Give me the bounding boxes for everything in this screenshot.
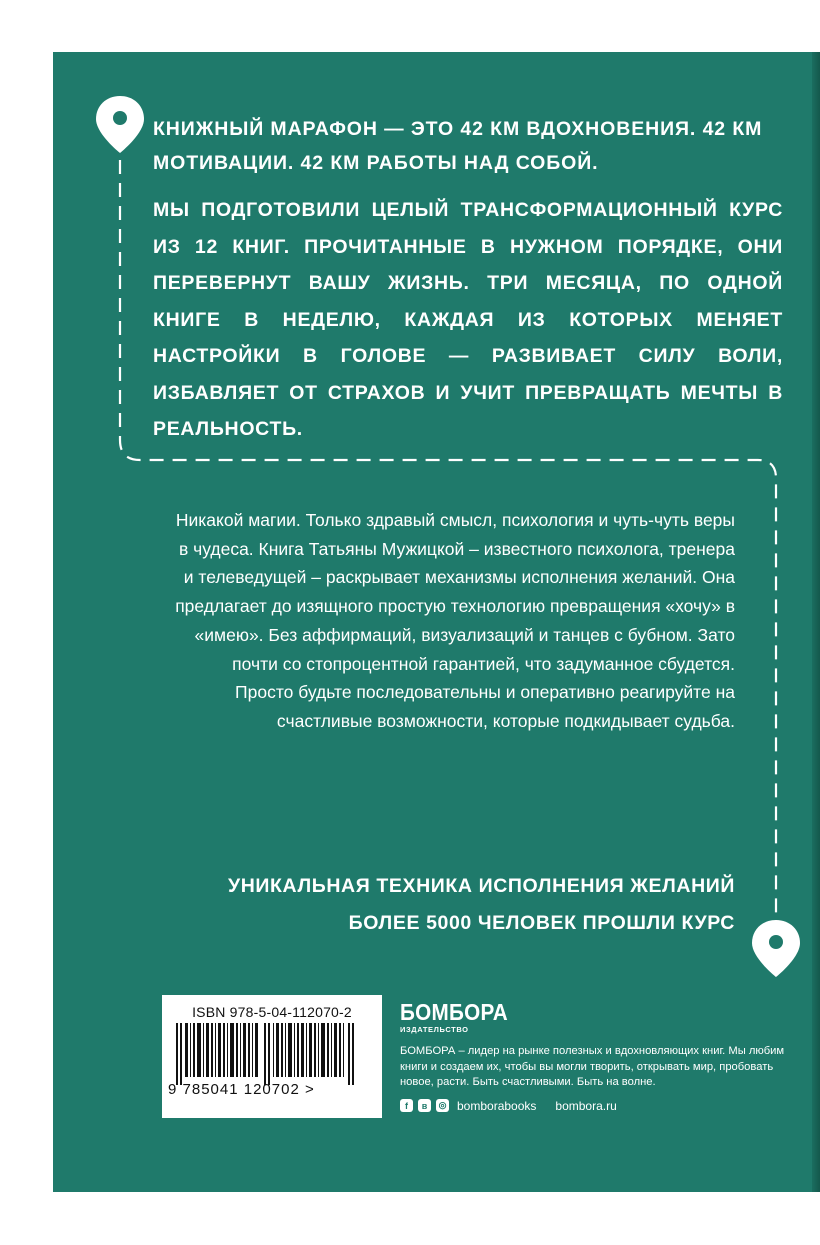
instagram-icon[interactable]: ◎	[436, 1099, 449, 1112]
barcode-icon	[176, 1023, 368, 1085]
location-pin-icon	[752, 920, 800, 977]
publisher-subtitle: ИЗДАТЕЛЬСТВО	[400, 1025, 469, 1034]
publisher-description: БОМБОРА – лидер на рынке полезных и вдохновляющих книг. Мы любим книги и создаем их, чтобы вы могли творить, открывать мир, пробовать новое, расти. Быть счастливыми. Быть на волне.	[400, 1045, 785, 1088]
slogans	[150, 868, 735, 942]
vk-icon[interactable]: в	[418, 1099, 431, 1112]
publisher-logo: БОМБОРА	[400, 999, 509, 1025]
facebook-icon[interactable]: f	[400, 1099, 413, 1112]
publisher-links	[400, 1099, 800, 1113]
social-handle-link[interactable]: bomborabooks	[457, 1098, 537, 1113]
isbn-text: ISBN 978-5-04-112070-2	[192, 1004, 352, 1020]
intro-block	[153, 112, 783, 448]
slogan-line: БОЛЕЕ 5000 ЧЕЛОВЕК ПРОШЛИ КУРС	[348, 912, 735, 934]
intro-lead: КНИЖНЫЙ МАРАФОН — ЭТО 42 КМ ВДОХНОВЕНИЯ. 42 КМ МОТИВАЦИИ. 42 КМ РАБОТЫ НАД СОБОЙ.	[153, 118, 763, 174]
publisher-block	[400, 1000, 800, 1113]
location-pin-icon	[96, 96, 144, 153]
barcode-digits: 9 785041 120702 >	[168, 1081, 315, 1098]
intro-body: МЫ ПОДГОТОВИЛИ ЦЕЛЫЙ ТРАНСФОРМАЦИОННЫЙ КУРС ИЗ 12 КНИГ. ПРОЧИТАННЫЕ В НУЖНОМ ПОРЯДКЕ, ОНИ ПЕРЕВЕРНУТ ВАШУ ЖИЗНЬ. ТРИ МЕСЯЦА, ПО ОДНОЙ КНИГЕ В НЕДЕЛЮ, КАЖДАЯ ИЗ КОТОРЫХ МЕНЯЕТ НАСТРОЙКИ В ГОЛОВЕ — РАЗВИВАЕТ СИЛУ ВОЛИ, ИЗБАВЛЯЕТ ОТ СТРАХОВ И УЧИТ ПРЕВРАЩАТЬ МЕЧТЫ В РЕАЛЬНОСТЬ.	[153, 199, 783, 440]
book-description: Никакой магии. Только здравый смысл, психология и чуть-чуть веры в чудеса. Книга Татьяны Мужицкой – известного психолога, тренера и телеведущей – раскрывает механизмы исполнения желаний. Она предлагает до изящного простую технологию превращения «хочу» в «имею». Без аффирмаций, визуализаций и танцев с бубном. Зато почти со стопроцентной гарантией, что задуманное сбудется. Просто будьте последовательны и оперативно реагируйте на счастливые возможности, которые подкидывает судьба.	[175, 510, 735, 731]
site-link[interactable]: bombora.ru	[555, 1098, 617, 1113]
slogan-line: УНИКАЛЬНАЯ ТЕХНИКА ИСПОЛНЕНИЯ ЖЕЛАНИЙ	[228, 875, 735, 897]
barcode-box	[162, 995, 382, 1118]
